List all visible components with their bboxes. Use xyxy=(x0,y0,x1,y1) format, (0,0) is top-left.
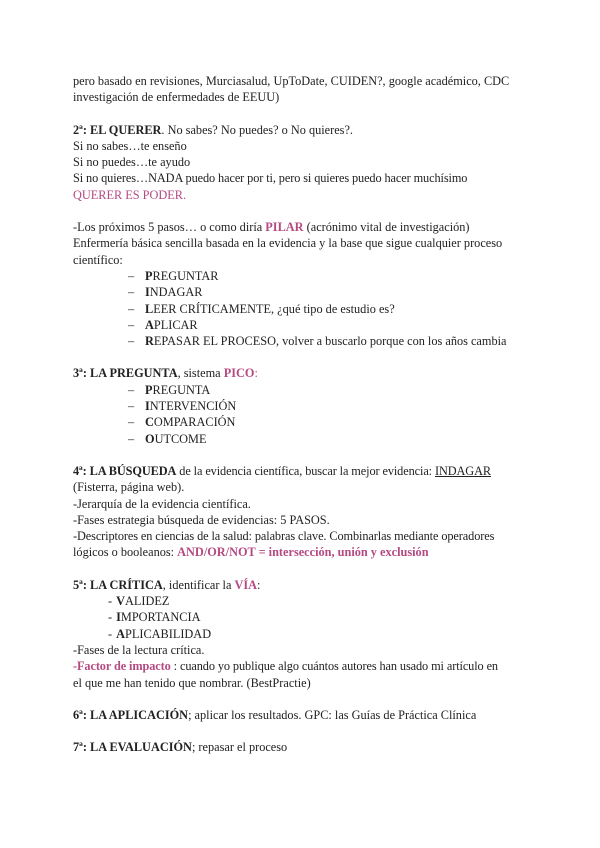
via-list xyxy=(73,593,543,642)
section-2-motto-line xyxy=(73,187,543,203)
item-text: REGUNTA xyxy=(152,382,211,397)
boolean-pre: lógicos o booleanos: xyxy=(73,545,178,560)
pilar-desc-1: Enfermería básica sencilla basada en la evidencia y la base que sigue cualquier proceso xyxy=(73,236,503,251)
pico-acronym: PICO xyxy=(223,366,255,381)
section-3-heading: 3ª: LA PREGUNTA xyxy=(73,366,178,381)
section-2-motto-end: . xyxy=(183,187,187,202)
section-3-text: , sistema xyxy=(177,366,224,381)
list-item: - APLICABILIDAD xyxy=(108,626,212,641)
list-item: - VALIDEZ xyxy=(108,594,170,609)
list-item: – PREGUNTA xyxy=(128,382,211,397)
section-4-heading: 4ª: LA BÚSQUEDA xyxy=(73,463,177,478)
section-4-text: de la evidencia científica, buscar la mejor evidencia: xyxy=(176,463,435,478)
list-item: – COMPARACIÓN xyxy=(128,415,236,430)
pilar-desc-2: científico: xyxy=(73,252,123,267)
item-text: MPORTANCIA xyxy=(120,610,201,625)
impact-factor-label: -Factor de impacto xyxy=(73,659,174,674)
list-item: – INDAGAR xyxy=(128,285,203,300)
item-initial: R xyxy=(145,334,154,349)
section-5-text: , identificar la xyxy=(162,577,235,592)
section-6-line xyxy=(73,707,543,723)
pilar-pre: -Los próximos 5 pasos… o como diría xyxy=(73,220,266,235)
section-5-heading: 5ª: LA CRÍTICA xyxy=(73,577,163,592)
item-initial: P xyxy=(145,382,153,397)
section-7-text: ; repasar el proceso xyxy=(191,740,288,755)
item-initial: I xyxy=(145,399,150,414)
item-text: OMPARACIÓN xyxy=(153,415,236,430)
boolean-operators: AND/OR/NOT = intersección, unión y exclusión xyxy=(177,545,429,560)
pilar-post: (acrónimo vital de investigación) xyxy=(303,220,470,235)
item-text: NTERVENCIÓN xyxy=(149,399,237,414)
item-text: NDAGAR xyxy=(149,285,203,300)
item-text: EER CRÍTICAMENTE, ¿qué tipo de estudio es? xyxy=(153,301,395,316)
item-text: UTCOME xyxy=(154,431,207,446)
section-2-line-2: Si no puedes…te ayudo xyxy=(73,155,191,170)
section-5-line-1: -Fases de la lectura crítica. xyxy=(73,642,205,657)
list-item: – REPASAR EL PROCESO, volver a buscarlo porque con los años cambia xyxy=(128,334,507,349)
intro-line-2: investigación de enfermedades de EEUU) xyxy=(73,90,280,105)
section-2-motto: QUERER ES PODER xyxy=(73,187,183,202)
section-6-text: ; aplicar los resultados. GPC: las Guías de Práctica Clínica xyxy=(188,707,477,722)
document-body xyxy=(73,73,543,755)
impact-factor-line xyxy=(73,658,543,674)
pilar-list xyxy=(73,268,543,349)
section-3-heading-line xyxy=(73,365,543,381)
item-initial: P xyxy=(145,268,153,283)
section-4-line-3: -Fases estrategia búsqueda de evidencias: 5 PASOS. xyxy=(73,512,330,527)
list-item: – PREGUNTAR xyxy=(128,268,219,283)
section-2-line-1: Si no sabes…te enseño xyxy=(73,138,187,153)
item-initial: L xyxy=(145,301,154,316)
item-text: PLICABILIDAD xyxy=(125,626,212,641)
section-7-line xyxy=(73,739,543,755)
item-text: EPASAR EL PROCESO, volver a buscarlo porque con los años cambia xyxy=(153,334,507,349)
pico-list xyxy=(73,382,543,447)
pilar-intro xyxy=(73,219,543,235)
section-2-text: . No sabes? No puedes? o No quieres?. xyxy=(161,122,353,137)
section-7-heading: 7ª: LA EVALUACIÓN xyxy=(73,740,192,755)
item-initial: A xyxy=(145,317,154,332)
pico-colon: : xyxy=(254,366,258,381)
section-2-line-3: Si no quieres…NADA puedo hacer por ti, pero si quieres puedo hacer muchísimo xyxy=(73,171,468,186)
section-2-heading-line xyxy=(73,122,543,138)
list-item: – OUTCOME xyxy=(128,431,207,446)
item-initial: C xyxy=(145,415,154,430)
pilar-acronym: PILAR xyxy=(265,220,304,235)
item-text: ALIDEZ xyxy=(125,594,170,609)
section-2-heading: 2ª: EL QUERER xyxy=(73,122,162,137)
item-initial: O xyxy=(145,431,155,446)
section-4-heading-line xyxy=(73,463,543,479)
indagar-link: INDAGAR xyxy=(434,463,491,478)
section-4-line-4: -Descriptores en ciencias de la salud: palabras clave. Combinarlas mediante operadores xyxy=(73,529,495,544)
list-item: – APLICAR xyxy=(128,317,198,332)
section-5-heading-line xyxy=(73,577,543,593)
impact-factor-text: : cuando yo publique algo cuántos autores han usado mi artículo en xyxy=(173,659,498,674)
section-4-line-2: -Jerarquía de la evidencia científica. xyxy=(73,496,251,511)
section-4-line-1: (Fisterra, página web). xyxy=(73,480,185,495)
via-colon: : xyxy=(257,577,261,592)
item-initial: I xyxy=(116,610,121,625)
list-item: – INTERVENCIÓN xyxy=(128,399,237,414)
section-4-line-5 xyxy=(73,544,543,560)
list-item: – LEER CRÍTICAMENTE, ¿qué tipo de estudio es? xyxy=(128,301,395,316)
item-text: PLICAR xyxy=(153,317,198,332)
intro-line-1: pero basado en revisiones, Murciasalud, UpToDate, CUIDEN?, google académico, CDC xyxy=(73,74,510,88)
via-acronym: VÍA xyxy=(234,577,258,592)
impact-factor-line-2: el que me han tenido que nombrar. (BestPractie) xyxy=(73,675,311,690)
list-item: - IMPORTANCIA xyxy=(108,610,201,625)
item-initial: I xyxy=(145,285,150,300)
item-initial: V xyxy=(116,594,125,609)
item-initial: A xyxy=(116,626,125,641)
item-text: REGUNTAR xyxy=(152,268,219,283)
section-6-heading: 6ª: LA APLICACIÓN xyxy=(73,707,189,722)
